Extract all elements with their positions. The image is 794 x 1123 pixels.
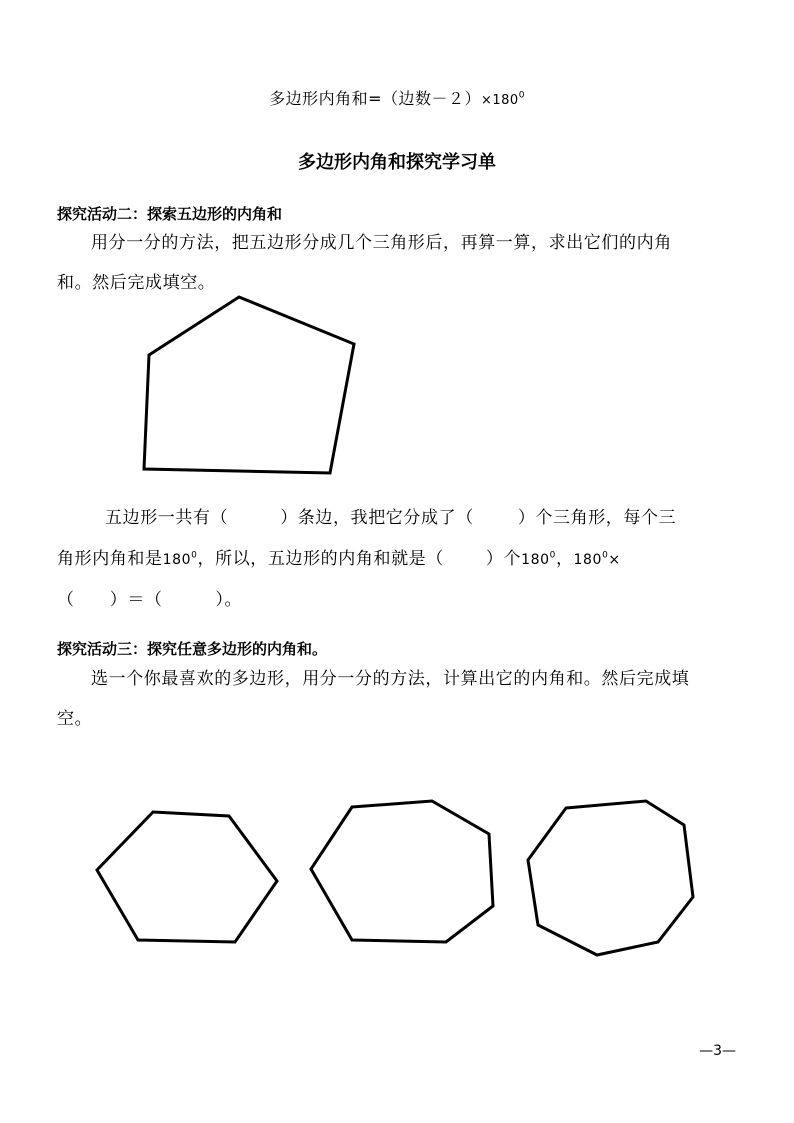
fill-line1-part-a: 五边形一共有（ — [105, 508, 229, 528]
pentagon-figure — [144, 297, 354, 473]
fill-line1-part-b: ）条边，我把它分成了（ — [280, 508, 474, 528]
degree-sup: 0 — [191, 550, 198, 561]
activity3-heading: 探究活动三：探究任意多边形的内角和。 — [57, 640, 328, 658]
activity2-heading: 探究活动二：探索五边形的内角和 — [57, 205, 283, 223]
formula-degree: 0 — [518, 90, 525, 101]
fill-line-3: （ ）＝（ ）。 — [57, 590, 243, 610]
activity3-intro-line1: 选一个你最喜欢的多边形，用分一分的方法，计算出它的内角和。然后完成填 — [91, 669, 690, 689]
page-title: 多边形内角和探究学习单 — [298, 152, 496, 173]
activity2-intro-line2: 和。然后完成填空。 — [57, 273, 216, 293]
page-number: —3— — [699, 1043, 736, 1059]
fill-line2-part-c: ）个 — [485, 549, 522, 569]
fill-line2-comma: ， — [555, 549, 574, 569]
degree-sup: 0 — [549, 550, 556, 561]
fill-line1-part-c: ）个三角形，每个三 — [517, 508, 677, 528]
fill-line2-num2: 180 — [521, 552, 550, 568]
degree-sup: 0 — [602, 550, 609, 561]
fill-line2-part-a: 角形内角和是 — [57, 549, 163, 569]
formula-tail: ×180 — [480, 93, 519, 108]
activity2-intro-line1: 用分一分的方法，把五边形分成几个三角形后，再算一算，求出它们的内角 — [91, 233, 672, 253]
fill-line2-times: × — [608, 552, 621, 568]
fill-line2-num3: 180 — [573, 552, 603, 568]
activity3-intro-line2: 空。 — [57, 709, 93, 729]
octagon-figure — [528, 801, 693, 955]
formula-main: 多边形内角和=（边数－２） — [269, 89, 481, 108]
fill-line2-num: 180 — [162, 552, 192, 568]
hexagon-figure — [97, 812, 277, 942]
heptagon-figure — [311, 801, 493, 942]
fill-line2-part-b: ，所以，五边形的内角和就是（ — [197, 549, 444, 569]
